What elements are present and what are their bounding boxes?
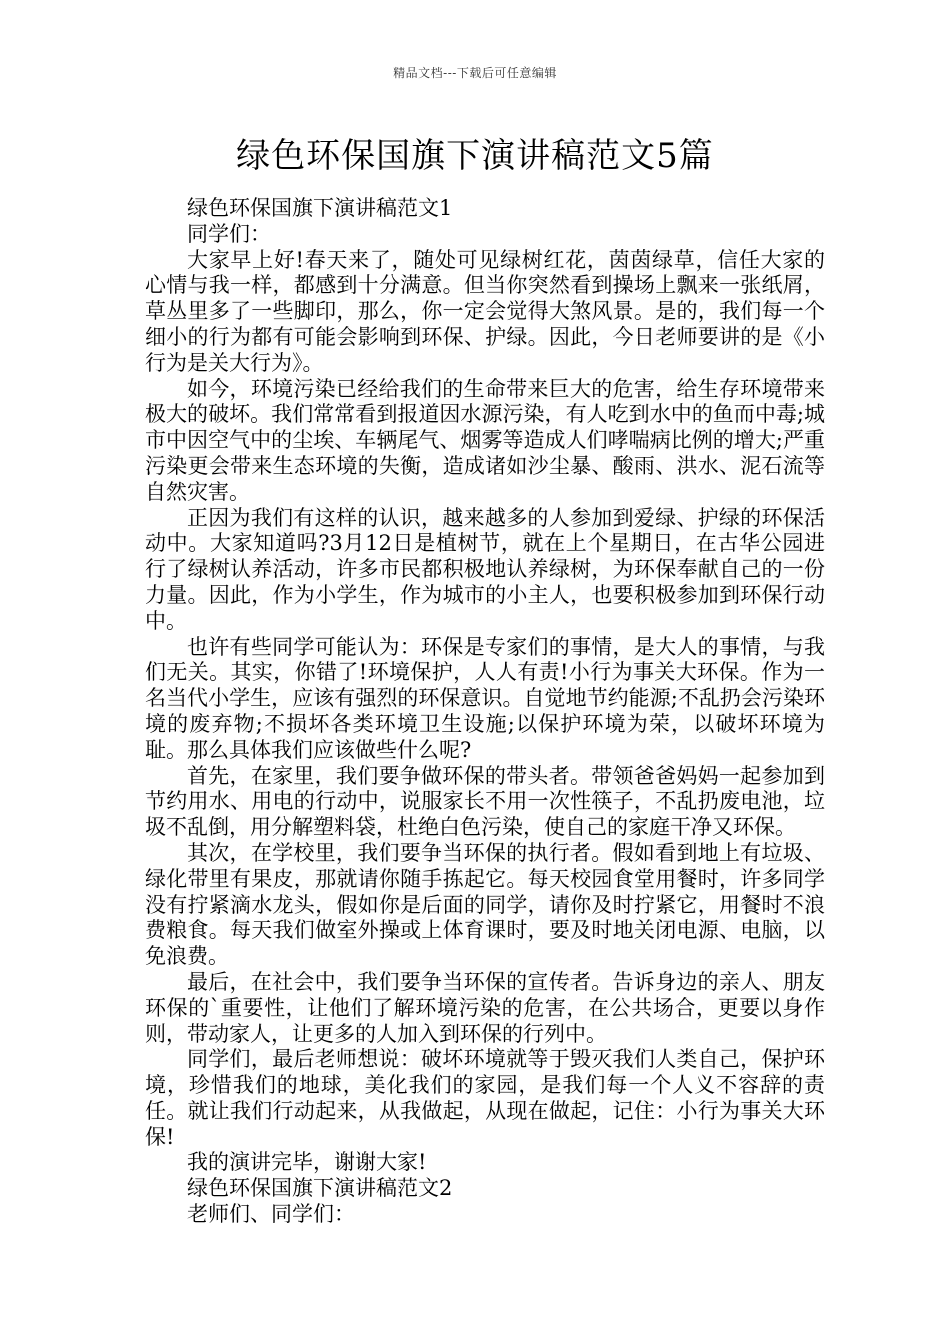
salutation: 同学们： [187,221,271,246]
body-paragraph: 首先，在家里，我们要争做环保的带头者。带领爸爸妈妈一起参加到节约用水、用电的行动中，说服家长不用一次性筷子，不乱扔废电池，垃圾不乱倒，用分解塑料袋，杜绝白色污染，使自己的家庭干净又环保。 [145,763,825,840]
closing-line: 我的演讲完毕，谢谢大家! [187,1150,427,1175]
body-paragraph: 其次，在学校里，我们要争当环保的执行者。假如看到地上有垃圾、绿化带里有果皮，那就请你随手拣起它。每天校园食堂用餐时，许多同学没有拧紧滴水龙头，假如你是后面的同学，请你及时拧紧它，用餐时不浪费粮食。每天我们做室外操或上体育课时，要及时地关闭电源、电脑，以免浪费。 [145,840,825,969]
body-paragraph: 大家早上好!春天来了，随处可见绿树红花，茵茵绿草，信任大家的心情与我一样，都感到十分满意。但当你突然看到操场上飘来一张纸屑，草丛里多了一些脚印，那么，你一定会觉得大煞风景。是的，我们每一个细小的行为都有可能会影响到环保、护绿。因此，今日老师要讲的是《小行为是关大行为》。 [145,247,825,375]
body-paragraph: 正因为我们有这样的认识，越来越多的人参加到爱绿、护绿的环保活动中。大家知道吗?3月12日是植树节，就在上个星期日，在古华公园进行了绿树认养活动，许多市民都积极地认养绿树，为环保奉献自己的一份力量。因此，作为小学生，作为城市的小主人，也要积极参加到环保行动中。 [145,505,825,633]
section-heading-2: 绿色环保国旗下演讲稿范文2 [187,1176,453,1201]
body-paragraph: 同学们，最后老师想说：破坏环境就等于毁灭我们人类自己，保护环境，珍惜我们的地球，美化我们的家园，是我们每一个人义不容辞的责任。就让我们行动起来，从我做起，从现在做起，记住：小行为事关大环保! [145,1047,825,1149]
document-body [145,196,825,1228]
section-heading-1: 绿色环保国旗下演讲稿范文1 [187,196,453,220]
document-title: 绿色环保国旗下演讲稿范文5篇 [236,136,714,176]
body-paragraph: 也许有些同学可能认为：环保是专家们的事情，是大人的事情，与我们无关。其实，你错了!环境保护，人人有责!小行为事关大环保。作为一名当代小学生，应该有强烈的环保意识。自觉地节约能源;不乱扔会污染环境的废弃物;不损坏各类环境卫生设施;以保护环境为荣，以破坏环境为耻。那么具体我们应该做些什么呢? [145,634,825,762]
body-paragraph: 最后，在社会中，我们要争当环保的宣传者。告诉身边的亲人、朋友环保的`重要性，让他们了解环境污染的危害，在公共场合，更要以身作则，带动家人，让更多的人加入到环保的行列中。 [145,969,825,1046]
salutation-2: 老师们、同学们： [187,1202,355,1227]
body-paragraph: 如今，环境污染已经给我们的生命带来巨大的危害，给生存环境带来极大的破坏。我们常常看到报道因水源污染，有人吃到水中的鱼而中毒;城市中因空气中的尘埃、车辆尾气、烟雾等造成人们哮喘病比例的增大;严重污染更会带来生态环境的失衡，造成诸如沙尘暴、酸雨、洪水、泥石流等自然灾害。 [145,376,825,504]
page-header-note: 精品文档---下载后可任意编辑 [393,66,557,80]
